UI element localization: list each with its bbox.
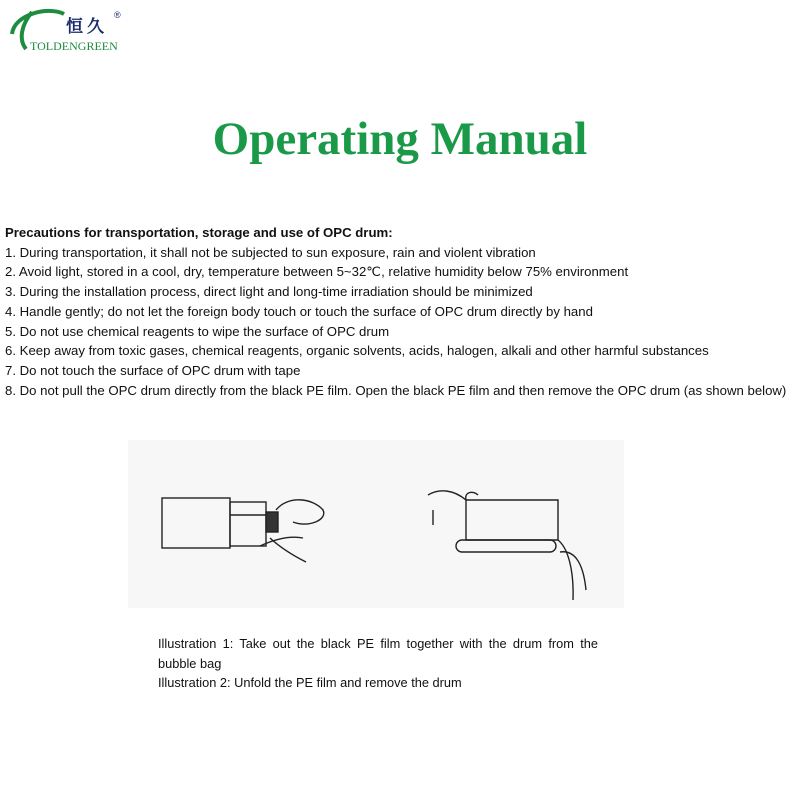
precaution-item: 7. Do not touch the surface of OPC drum with tape [5, 362, 301, 378]
illustration-1-drawing [162, 498, 324, 562]
precaution-item: 1. During transportation, it shall not be subjected to sun exposure, rain and violent vibration [5, 244, 536, 260]
logo-chinese-text: 恒久 [66, 17, 108, 37]
precaution-item: 8. Do not pull the OPC drum directly from the black PE film. Open the black PE film and then remove the OPC drum (as shown below) [5, 382, 787, 398]
precaution-item: 6. Keep away from toxic gases, chemical reagents, organic solvents, acids, halogen, alkali and other harmful substances [5, 343, 709, 359]
company-logo [4, 4, 134, 54]
illustration-captions [158, 634, 598, 693]
precautions-heading: Precautions for transportation, storage and use of OPC drum: [5, 225, 393, 240]
precaution-item: 4. Handle gently; do not let the foreign body touch or touch the surface of OPC drum directly by hand [5, 303, 593, 319]
precaution-item: 3. During the installation process, direct light and long-time irradiation should be minimized [5, 284, 533, 300]
precautions-section [5, 223, 786, 400]
precaution-item: 5. Do not use chemical reagents to wipe the surface of OPC drum [5, 323, 390, 339]
page-title: Operating Manual [212, 113, 588, 165]
illustrations [128, 440, 624, 608]
caption-illustration-1: Illustration 1: Take out the black PE film together with the drum from the bubble bag [158, 636, 598, 671]
logo-english-text: TOLDENGREEN [30, 39, 118, 53]
registered-mark: ® [114, 10, 121, 20]
caption-illustration-2: Illustration 2: Unfold the PE film and remove the drum [158, 675, 462, 690]
precaution-item: 2. Avoid light, stored in a cool, dry, temperature between 5~32℃, relative humidity below 75% environment [5, 264, 629, 280]
illustration-2-drawing [428, 491, 586, 600]
